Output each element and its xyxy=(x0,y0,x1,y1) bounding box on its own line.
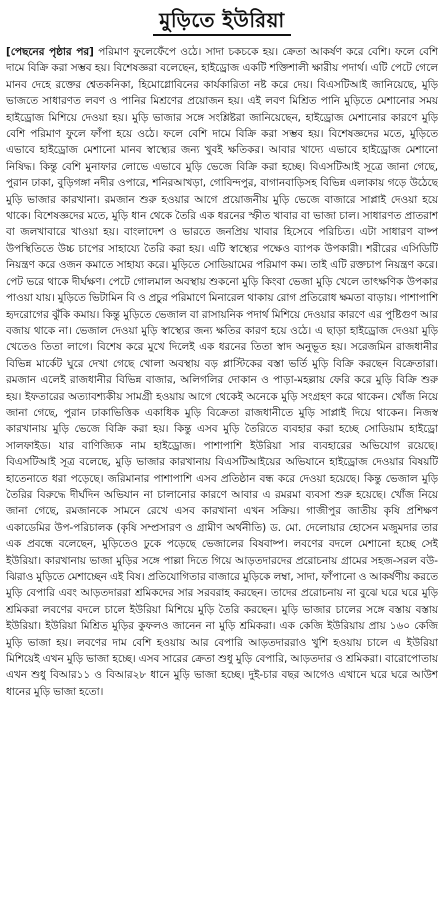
news-article xyxy=(6,4,438,920)
headline: মুড়িতে ইউরিয়া xyxy=(153,8,290,36)
continued-label: [পেছনের পৃষ্ঠার পর] xyxy=(6,46,94,58)
article-text: পরিমাণ ফুলেফেঁপে ওঠে। সাদা চকচকে হয়। ক্রেতা আকর্ষণ করে বেশি। ফলে বেশি দামে বিক্রি করা সম্ভব হয়। বিশেষজ্ঞরা বলেছেন, হাইড্রোজ একটি শক্তিশালী ক্ষারীয় পদার্থ। এটি পেটে গেলে মানব দেহে রক্তের শ্বেতকনিকা, হিমোগ্লোবিনের কার্যকারিতা নষ্ট করে দেয়। বিএসটিআই জানিয়েছে, মুড়ি ভাজতে সাধারণত লবণ ও পানির মিশ্রণের প্রয়োজন হয়। এই লবণ মিশ্রিত পানি মুড়িতে মেশানোর সময় হাইড্রোজ মিশিয়ে দেওয়া হয়। মুড়ি ভাজার সঙ্গে সংশ্লিষ্টরা জানিয়েছেন, হাইড্রোজ মেশানোর কারণে মুড়ি বেশি পরিমাণ ফুলে ফাঁপা হয়ে ওঠে। ফলে বেশি দামে বিক্রি করা সম্ভব হয়। বিশেষজ্ঞদের মতে, মুড়িতে এভাবে হাইড্রোজ মেশানো মানব স্বাস্থ্যের জন্য খুবই ক্ষতিকর। আবার খাদ্যে এভাবে হাইড্রোজ মেশানো নিষিদ্ধ। কিন্তু বেশি মুনাফার লোভে এভাবে মুড়ি ভেজে বিক্রি করা হচ্ছে। বিএসটিআই সূত্রে জানা গেছে, পুরান ঢাকা, বুড়িগঙ্গা নদীর ওপারে, শনিরআখড়া, গোবিন্দপুর, বাগানবাড়িসহ বিভিন্ন এলাকায় গড়ে উঠেছে মুড়ি ভাজার কারখানা। রমজান শুরু হওয়ার আগে প্রয়োজনীয় মুড়ি ভেজে বাজারে সাপ্লাই দেওয়া হয়ে থাকে। বিশেষজ্ঞদের মতে, মুড়ি ধান থেকে তৈরি এক ধরনের স্ফীত খাবার বা ভাজা চাল। সাধারণত প্রাতরাশ বা জলখাবারে খাওয়া হয়। বাংলাদেশ ও ভারতে জনপ্রিয় খাবার হিসেবে পরিচিত। এটা সাধারণ বাষ্প উপস্থিতিতে উচ্চ চাপের সাহায্যে তৈরি করা হয়। এটি স্বাস্থ্যের পক্ষেও ব্যাপক উপকারী। শরীরের এসিডিটি নিয়ন্ত্রণ করে ওজন কমাতে সাহায্য করে। মুড়িতে সোডিয়ামের পরিমাণ কম। তাই এটি রক্তচাপ নিয়ন্ত্রণ করে। পেট ভরে থাকে দীর্ঘক্ষণ। পেটে গোলমাল অবস্থায় শুকনো মুড়ি কিংবা ভেজা মুড়ি খেলে তাৎক্ষণিক উপকার পাওয়া যায়। মুড়িতে ভিটামিন বি ও প্রচুর পরিমাণে মিনারেল থাকায় রোগ প্রতিরোধ ক্ষমতা বাড়ায়। পাশাপাশি হৃদরোগের ঝুঁকি কমায়। কিন্তু মুড়িতে ভেজাল বা রাসায়নিক পদার্থ মিশিয়ে দেওয়ার কারণে এর পুষ্টিগুণ আর বজায় থাকে না। ভেজাল দেওয়া মুড়ি স্বাস্থ্যের জন্য ক্ষতির কারণ হয়ে ওঠে। এ ছাড়া হাইড্রোজ দেওয়া মুড়ি খেতেও তিতা লাগে। বিশেষ করে মুখে দিলেই এক ধরনের তিতা স্বাদ অনুভূত হয়। সরেজমিন রাজধানীর বিভিন্ন মার্কেট ঘুরে দেখা গেছে খোলা অবস্থায় বড় প্লাস্টিকের বস্তা ভর্তি মুড়ি বিক্রি করছেন বিক্রেতারা। রমজান এলেই রাজধানীর বিভিন্ন বাজার, অলিগলির দোকান ও পাড়া-মহল্লায় ফেরি করে মুড়ি বিক্রি শুরু হয়। ইফতারের অত্যাবশ্যকীয় সামগ্রী হওয়ায় আগে থেকেই অনেকে মুড়ি সংগ্রহণ করে থাকেন। খোঁজ নিয়ে জানা গেছে, পুরান ঢাকাভিত্তিক একাধিক মুড়ি বিক্রেতা রাজধানীতে মুড়ি সাপ্লাই দিয়ে থাকেন। নিজস্ব কারখানায় মুড়ি ভেজে বিক্রি করা হয়। কিন্তু এসব মুড়ি তৈরিতে ব্যবহার করা হচ্ছে সোডিয়াম হাইড্রো সালফাইড। যার বাণিজ্যিক নাম হাইড্রোজ। পাশাপাশি ইউরিয়া সার ব্যবহারের অভিযোগ রয়েছে। বিএসটিআই সূত্র বলেছে, মুড়ি ভাজার কারখানায় বিএসটিআইয়ের অভিযানে হাইড্রোজ দেওয়ার বিষয়টি হাতেনাতে ধরা পড়েছে। জরিমানার পাশাপাশি এসব প্রতিষ্ঠান বন্ধ করে দেওয়া হয়েছে। কিন্তু ভেজাল মুড়ি তৈরির বিরুদ্ধে দীর্ঘদিন অভিযান না চালানোর কারণে আবার এ রমরমা ব্যবসা শুরু হয়েছে। খোঁজ নিয়ে জানা গেছে, রমজানকে সামনে রেখে এসব কারখানা এখন সক্রিয়। গাজীপুর জাতীয় কৃষি প্রশিক্ষণ একাডেমির উপ-পরিচালক (কৃষি সম্প্রসারণ ও গ্রামীণ অর্থনীতি) ড. মো. দেলোয়ার হোসেন মজুমদার তার এক প্রবন্ধে বলেছেন, মুড়িতেও ঢুকে পড়েছে ভেজালের বিষবাষ্প। লবণের বদলে মেশানো হচ্ছে সেই ইউরিয়া। কারখানায় ভাজা মুড়ির সঙ্গে পাল্লা দিতে গিয়ে আড়তদারদের প্ররোচনায় গ্রামের সহজ-সরল বউ-ঝিরাও মুড়িতে মেশাচ্ছেন এই বিষ। প্রতিযোগিতার বাজারে মুড়িকে লম্বা, সাদা, ফাঁপানো ও আকর্ষণীয় করতে মুড়ি বেপারি এবং আড়তদাররা শ্রমিকদের সার সরবরাহ করছেন। তাদের প্ররোচনায় না বুঝে ঘরে ঘরে মুড়ি শ্রমিকরা লবণের বদলে চালে ইউরিয়া মিশিয়ে মুড়ি তৈরি করছেন। মুড়ি ভাজার চালের সঙ্গে বস্তায় বস্তায় ইউরিয়া। ইউরিয়া মিশ্রিত মুড়ির কুফলও জানেন না মুড়ি শ্রমিকরা। এক কেজি ইউরিয়ায় প্রায় ১৬০ কেজি মুড়ি ভাজা হয়। লবণের দাম বেশি হওয়ায় আর বেপারি আড়তদাররাও খুশি হওয়ায় চালে এ ইউরিয়া মিশিয়েই এখন মুড়ি ভাজা হচ্ছে। এসব সারের ক্রেতা শুধু মুড়ি বেপারি, আড়তদার ও শ্রমিকরা। বারোপোতায় এখন শুধু বিআর১১ ও বিআর২৮ ধানে মুড়ি ভাজা হচ্ছে। দুই-চার বছর আগেও এখানে ঘরে ঘরে আউশ ধানের মুড়ি ভাজা হতো। xyxy=(6,46,438,698)
article-paragraph xyxy=(6,44,438,700)
article-body xyxy=(6,44,438,700)
headline-container xyxy=(6,4,438,42)
